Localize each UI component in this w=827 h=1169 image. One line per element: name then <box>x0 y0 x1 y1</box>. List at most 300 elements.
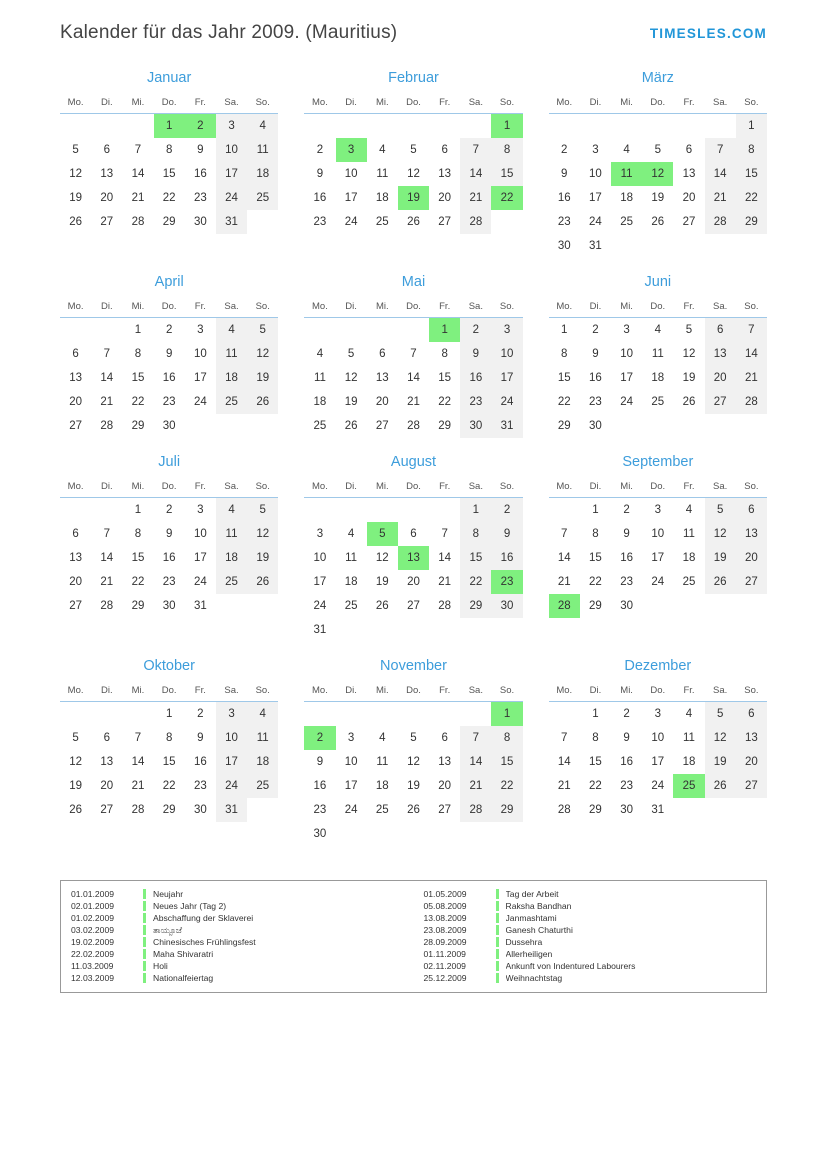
holiday-day-cell[interactable]: 19 <box>398 186 429 210</box>
day-cell[interactable]: 13 <box>375 372 389 384</box>
day-cell[interactable]: 24 <box>491 390 522 414</box>
day-cell[interactable]: 13 <box>100 168 114 180</box>
day-cell[interactable]: 24 <box>651 780 665 792</box>
day-cell[interactable]: 30 <box>620 804 634 816</box>
day-cell[interactable]: 6 <box>705 318 736 343</box>
day-cell[interactable]: 12 <box>247 342 278 366</box>
day-cell[interactable]: 8 <box>460 522 491 546</box>
day-cell[interactable]: 22 <box>162 192 176 204</box>
day-cell[interactable]: 21 <box>100 576 114 588</box>
day-cell[interactable]: 14 <box>736 342 767 366</box>
day-cell[interactable]: 13 <box>69 552 82 564</box>
day-cell[interactable]: 20 <box>407 576 420 588</box>
day-cell[interactable]: 20 <box>69 576 82 588</box>
day-cell[interactable]: 27 <box>682 216 696 228</box>
day-cell[interactable]: 22 <box>438 396 452 408</box>
day-cell[interactable]: 26 <box>407 216 420 228</box>
day-cell[interactable]: 20 <box>375 396 389 408</box>
day-cell[interactable]: 4 <box>379 732 386 744</box>
day-cell[interactable]: 7 <box>736 318 767 343</box>
day-cell[interactable]: 25 <box>216 570 247 594</box>
day-cell[interactable]: 18 <box>216 546 247 570</box>
day-cell[interactable]: 24 <box>193 396 207 408</box>
day-cell[interactable]: 21 <box>736 366 767 390</box>
day-cell[interactable]: 2 <box>316 144 324 156</box>
day-cell[interactable]: 12 <box>247 522 278 546</box>
day-cell[interactable]: 19 <box>375 576 389 588</box>
day-cell[interactable]: 3 <box>197 324 204 336</box>
day-cell[interactable]: 2 <box>592 324 599 336</box>
day-cell[interactable]: 28 <box>131 804 145 816</box>
day-cell[interactable]: 7 <box>134 144 142 156</box>
day-cell[interactable]: 29 <box>557 420 571 432</box>
day-cell[interactable]: 5 <box>247 318 278 343</box>
day-cell[interactable]: 27 <box>69 420 82 432</box>
day-cell[interactable]: 1 <box>561 324 568 336</box>
day-cell[interactable]: 18 <box>313 396 327 408</box>
day-cell[interactable]: 22 <box>557 396 571 408</box>
day-cell[interactable]: 23 <box>557 216 571 228</box>
day-cell[interactable]: 9 <box>316 168 324 180</box>
day-cell[interactable]: 14 <box>557 756 571 768</box>
day-cell[interactable]: 12 <box>407 168 420 180</box>
day-cell[interactable]: 15 <box>557 372 571 384</box>
day-cell[interactable]: 20 <box>438 192 452 204</box>
day-cell[interactable]: 21 <box>460 186 491 210</box>
day-cell[interactable]: 22 <box>162 780 176 792</box>
day-cell[interactable]: 4 <box>654 324 662 336</box>
day-cell[interactable]: 20 <box>100 780 114 792</box>
day-cell[interactable]: 12 <box>344 372 358 384</box>
day-cell[interactable]: 14 <box>460 162 491 186</box>
day-cell[interactable]: 5 <box>705 498 736 523</box>
day-cell[interactable]: 11 <box>247 726 278 750</box>
day-cell[interactable]: 4 <box>216 498 247 523</box>
day-cell[interactable]: 11 <box>376 168 389 180</box>
day-cell[interactable]: 19 <box>682 372 696 384</box>
day-cell[interactable]: 14 <box>557 552 571 564</box>
day-cell[interactable]: 26 <box>651 216 665 228</box>
day-cell[interactable]: 28 <box>460 798 491 822</box>
day-cell[interactable]: 19 <box>705 546 736 570</box>
day-cell[interactable]: 19 <box>69 192 82 204</box>
day-cell[interactable]: 25 <box>651 396 665 408</box>
day-cell[interactable]: 26 <box>705 774 736 798</box>
day-cell[interactable]: 22 <box>491 774 522 798</box>
day-cell[interactable]: 13 <box>736 726 767 750</box>
day-cell[interactable]: 21 <box>438 576 452 588</box>
day-cell[interactable]: 6 <box>103 144 110 156</box>
holiday-day-cell[interactable]: 11 <box>611 162 642 186</box>
day-cell[interactable]: 5 <box>705 702 736 727</box>
day-cell[interactable]: 23 <box>193 780 207 792</box>
holiday-day-cell[interactable]: 28 <box>549 594 580 618</box>
day-cell[interactable]: 13 <box>705 342 736 366</box>
day-cell[interactable]: 11 <box>216 342 247 366</box>
day-cell[interactable]: 7 <box>561 528 568 540</box>
day-cell[interactable]: 7 <box>103 528 110 540</box>
day-cell[interactable]: 30 <box>620 600 634 612</box>
day-cell[interactable]: 25 <box>247 186 278 210</box>
holiday-day-cell[interactable]: 25 <box>673 774 704 798</box>
day-cell[interactable]: 9 <box>165 528 173 540</box>
day-cell[interactable]: 10 <box>313 552 327 564</box>
day-cell[interactable]: 24 <box>344 804 358 816</box>
day-cell[interactable]: 9 <box>316 756 324 768</box>
day-cell[interactable]: 14 <box>407 372 420 384</box>
day-cell[interactable]: 11 <box>345 552 358 564</box>
day-cell[interactable]: 23 <box>620 780 634 792</box>
day-cell[interactable]: 9 <box>561 168 568 180</box>
day-cell[interactable]: 8 <box>134 348 142 360</box>
day-cell[interactable]: 6 <box>685 144 693 156</box>
day-cell[interactable]: 20 <box>682 192 696 204</box>
day-cell[interactable]: 23 <box>620 576 634 588</box>
day-cell[interactable]: 14 <box>131 168 145 180</box>
day-cell[interactable]: 8 <box>165 732 173 744</box>
day-cell[interactable]: 1 <box>165 708 173 720</box>
day-cell[interactable]: 6 <box>441 144 448 156</box>
day-cell[interactable]: 19 <box>344 396 358 408</box>
day-cell[interactable]: 3 <box>216 702 247 727</box>
day-cell[interactable]: 29 <box>589 804 602 816</box>
day-cell[interactable]: 6 <box>410 528 417 540</box>
day-cell[interactable]: 25 <box>344 600 358 612</box>
day-cell[interactable]: 29 <box>162 804 176 816</box>
day-cell[interactable]: 18 <box>375 192 389 204</box>
day-cell[interactable]: 16 <box>193 168 207 180</box>
day-cell[interactable]: 30 <box>557 240 571 252</box>
day-cell[interactable]: 15 <box>131 372 145 384</box>
day-cell[interactable]: 31 <box>491 414 522 438</box>
day-cell[interactable]: 26 <box>705 570 736 594</box>
day-cell[interactable]: 5 <box>685 324 693 336</box>
day-cell[interactable]: 24 <box>216 774 247 798</box>
day-cell[interactable]: 7 <box>460 138 491 162</box>
day-cell[interactable]: 6 <box>72 348 79 360</box>
day-cell[interactable]: 30 <box>313 828 327 840</box>
day-cell[interactable]: 12 <box>375 552 389 564</box>
day-cell[interactable]: 5 <box>247 498 278 523</box>
day-cell[interactable]: 12 <box>407 756 420 768</box>
day-cell[interactable]: 14 <box>438 552 452 564</box>
day-cell[interactable]: 20 <box>69 396 82 408</box>
day-cell[interactable]: 4 <box>347 528 355 540</box>
day-cell[interactable]: 4 <box>316 348 324 360</box>
day-cell[interactable]: 17 <box>589 192 602 204</box>
day-cell[interactable]: 20 <box>736 750 767 774</box>
day-cell[interactable]: 1 <box>592 504 599 516</box>
day-cell[interactable]: 7 <box>134 732 142 744</box>
day-cell[interactable]: 5 <box>410 144 417 156</box>
day-cell[interactable]: 13 <box>682 168 696 180</box>
day-cell[interactable]: 8 <box>491 726 522 750</box>
day-cell[interactable]: 13 <box>736 522 767 546</box>
day-cell[interactable]: 10 <box>344 756 358 768</box>
day-cell[interactable]: 20 <box>736 546 767 570</box>
day-cell[interactable]: 17 <box>651 552 665 564</box>
holiday-day-cell[interactable]: 5 <box>367 522 398 546</box>
holiday-day-cell[interactable]: 2 <box>185 114 216 139</box>
day-cell[interactable]: 31 <box>193 600 207 612</box>
day-cell[interactable]: 28 <box>100 600 114 612</box>
day-cell[interactable]: 27 <box>736 774 767 798</box>
day-cell[interactable]: 2 <box>460 318 491 343</box>
day-cell[interactable]: 16 <box>162 372 176 384</box>
day-cell[interactable]: 5 <box>72 732 79 744</box>
day-cell[interactable]: 8 <box>165 144 173 156</box>
day-cell[interactable]: 16 <box>620 552 634 564</box>
day-cell[interactable]: 30 <box>491 594 522 618</box>
day-cell[interactable]: 8 <box>441 348 448 360</box>
day-cell[interactable]: 14 <box>460 750 491 774</box>
day-cell[interactable]: 25 <box>313 420 327 432</box>
day-cell[interactable]: 28 <box>100 420 114 432</box>
day-cell[interactable]: 27 <box>100 804 114 816</box>
day-cell[interactable]: 4 <box>685 708 693 720</box>
day-cell[interactable]: 10 <box>216 138 247 162</box>
day-cell[interactable]: 14 <box>131 756 145 768</box>
day-cell[interactable]: 31 <box>216 210 247 234</box>
day-cell[interactable]: 4 <box>247 114 278 139</box>
day-cell[interactable]: 28 <box>736 390 767 414</box>
day-cell[interactable]: 18 <box>651 372 665 384</box>
day-cell[interactable]: 22 <box>736 186 767 210</box>
day-cell[interactable]: 15 <box>736 162 767 186</box>
day-cell[interactable]: 13 <box>69 372 82 384</box>
day-cell[interactable]: 10 <box>651 732 665 744</box>
day-cell[interactable]: 26 <box>407 804 420 816</box>
day-cell[interactable]: 13 <box>100 756 114 768</box>
day-cell[interactable]: 7 <box>561 732 568 744</box>
day-cell[interactable]: 23 <box>162 576 176 588</box>
day-cell[interactable]: 29 <box>460 594 491 618</box>
day-cell[interactable]: 25 <box>375 804 389 816</box>
day-cell[interactable]: 2 <box>197 708 204 720</box>
day-cell[interactable]: 26 <box>247 390 278 414</box>
day-cell[interactable]: 29 <box>438 420 452 432</box>
day-cell[interactable]: 4 <box>247 702 278 727</box>
day-cell[interactable]: 25 <box>216 390 247 414</box>
day-cell[interactable]: 11 <box>683 528 695 540</box>
day-cell[interactable]: 21 <box>557 576 571 588</box>
day-cell[interactable]: 18 <box>247 750 278 774</box>
day-cell[interactable]: 13 <box>438 756 452 768</box>
day-cell[interactable]: 24 <box>589 216 602 228</box>
day-cell[interactable]: 17 <box>193 372 207 384</box>
day-cell[interactable]: 26 <box>682 396 696 408</box>
day-cell[interactable]: 29 <box>589 600 602 612</box>
day-cell[interactable]: 8 <box>134 528 142 540</box>
day-cell[interactable]: 21 <box>407 396 420 408</box>
day-cell[interactable]: 16 <box>557 192 571 204</box>
day-cell[interactable]: 9 <box>197 732 204 744</box>
day-cell[interactable]: 21 <box>100 396 114 408</box>
day-cell[interactable]: 4 <box>216 318 247 343</box>
day-cell[interactable]: 20 <box>100 192 114 204</box>
day-cell[interactable]: 11 <box>651 348 664 360</box>
day-cell[interactable]: 2 <box>561 144 568 156</box>
day-cell[interactable]: 22 <box>131 396 145 408</box>
day-cell[interactable]: 8 <box>592 732 599 744</box>
day-cell[interactable]: 6 <box>736 498 767 523</box>
day-cell[interactable]: 17 <box>216 750 247 774</box>
day-cell[interactable]: 9 <box>623 732 630 744</box>
day-cell[interactable]: 3 <box>216 114 247 139</box>
day-cell[interactable]: 24 <box>651 576 665 588</box>
day-cell[interactable]: 9 <box>623 528 630 540</box>
day-cell[interactable]: 7 <box>460 726 491 750</box>
day-cell[interactable]: 19 <box>69 780 82 792</box>
day-cell[interactable]: 3 <box>347 732 355 744</box>
day-cell[interactable]: 1 <box>592 708 599 720</box>
day-cell[interactable]: 19 <box>247 366 278 390</box>
day-cell[interactable]: 16 <box>162 552 176 564</box>
day-cell[interactable]: 30 <box>162 600 176 612</box>
day-cell[interactable]: 23 <box>589 396 602 408</box>
day-cell[interactable]: 29 <box>131 600 145 612</box>
day-cell[interactable]: 29 <box>131 420 145 432</box>
day-cell[interactable]: 28 <box>705 210 736 234</box>
day-cell[interactable]: 23 <box>313 804 327 816</box>
day-cell[interactable]: 2 <box>623 708 630 720</box>
day-cell[interactable]: 8 <box>491 138 522 162</box>
day-cell[interactable]: 30 <box>193 216 207 228</box>
day-cell[interactable]: 22 <box>589 780 602 792</box>
day-cell[interactable]: 18 <box>247 162 278 186</box>
day-cell[interactable]: 10 <box>620 348 634 360</box>
day-cell[interactable]: 23 <box>313 216 327 228</box>
day-cell[interactable]: 6 <box>379 348 386 360</box>
day-cell[interactable]: 24 <box>344 216 358 228</box>
day-cell[interactable]: 18 <box>682 756 696 768</box>
day-cell[interactable]: 15 <box>438 372 452 384</box>
day-cell[interactable]: 14 <box>100 552 114 564</box>
day-cell[interactable]: 15 <box>589 552 602 564</box>
day-cell[interactable]: 17 <box>344 192 358 204</box>
day-cell[interactable]: 14 <box>705 162 736 186</box>
day-cell[interactable]: 15 <box>162 168 176 180</box>
day-cell[interactable]: 1 <box>736 114 767 139</box>
day-cell[interactable]: 5 <box>410 732 417 744</box>
day-cell[interactable]: 15 <box>491 162 522 186</box>
day-cell[interactable]: 21 <box>705 186 736 210</box>
day-cell[interactable]: 29 <box>736 210 767 234</box>
day-cell[interactable]: 15 <box>460 546 491 570</box>
holiday-day-cell[interactable]: 3 <box>336 138 367 162</box>
day-cell[interactable]: 27 <box>100 216 114 228</box>
day-cell[interactable]: 28 <box>131 216 145 228</box>
day-cell[interactable]: 12 <box>705 522 736 546</box>
day-cell[interactable]: 6 <box>72 528 79 540</box>
day-cell[interactable]: 21 <box>131 192 145 204</box>
day-cell[interactable]: 10 <box>491 342 522 366</box>
day-cell[interactable]: 3 <box>197 504 204 516</box>
day-cell[interactable]: 24 <box>620 396 634 408</box>
day-cell[interactable]: 11 <box>247 138 278 162</box>
day-cell[interactable]: 26 <box>69 216 82 228</box>
holiday-day-cell[interactable]: 1 <box>154 114 185 139</box>
day-cell[interactable]: 7 <box>441 528 448 540</box>
day-cell[interactable]: 3 <box>623 324 630 336</box>
day-cell[interactable]: 21 <box>557 780 571 792</box>
day-cell[interactable]: 5 <box>72 144 79 156</box>
day-cell[interactable]: 6 <box>736 702 767 727</box>
day-cell[interactable]: 8 <box>561 348 568 360</box>
day-cell[interactable]: 18 <box>620 192 634 204</box>
day-cell[interactable]: 22 <box>460 570 491 594</box>
holiday-day-cell[interactable]: 22 <box>491 186 522 210</box>
day-cell[interactable]: 27 <box>705 390 736 414</box>
day-cell[interactable]: 16 <box>620 756 634 768</box>
day-cell[interactable]: 16 <box>193 756 207 768</box>
day-cell[interactable]: 22 <box>131 576 145 588</box>
day-cell[interactable]: 27 <box>438 216 452 228</box>
holiday-day-cell[interactable]: 13 <box>398 546 429 570</box>
day-cell[interactable]: 31 <box>313 624 327 636</box>
day-cell[interactable]: 6 <box>441 732 448 744</box>
day-cell[interactable]: 28 <box>557 804 571 816</box>
day-cell[interactable]: 17 <box>344 780 358 792</box>
day-cell[interactable]: 9 <box>592 348 599 360</box>
day-cell[interactable]: 17 <box>620 372 634 384</box>
day-cell[interactable]: 19 <box>651 192 665 204</box>
day-cell[interactable]: 27 <box>375 420 389 432</box>
day-cell[interactable]: 10 <box>193 348 207 360</box>
day-cell[interactable]: 11 <box>313 372 326 384</box>
day-cell[interactable]: 24 <box>313 600 327 612</box>
day-cell[interactable]: 30 <box>193 804 207 816</box>
day-cell[interactable]: 15 <box>162 756 176 768</box>
day-cell[interactable]: 7 <box>410 348 417 360</box>
day-cell[interactable]: 18 <box>344 576 358 588</box>
day-cell[interactable]: 23 <box>162 396 176 408</box>
day-cell[interactable]: 15 <box>491 750 522 774</box>
day-cell[interactable]: 27 <box>69 600 82 612</box>
day-cell[interactable]: 30 <box>162 420 176 432</box>
day-cell[interactable]: 17 <box>193 552 207 564</box>
day-cell[interactable]: 11 <box>216 522 247 546</box>
day-cell[interactable]: 25 <box>247 774 278 798</box>
day-cell[interactable]: 11 <box>683 732 695 744</box>
day-cell[interactable]: 23 <box>460 390 491 414</box>
day-cell[interactable]: 20 <box>438 780 452 792</box>
day-cell[interactable]: 17 <box>491 366 522 390</box>
day-cell[interactable]: 15 <box>131 552 145 564</box>
day-cell[interactable]: 23 <box>193 192 207 204</box>
day-cell[interactable]: 2 <box>165 504 173 516</box>
day-cell[interactable]: 26 <box>69 804 82 816</box>
day-cell[interactable]: 27 <box>438 804 452 816</box>
day-cell[interactable]: 17 <box>216 162 247 186</box>
day-cell[interactable]: 27 <box>736 570 767 594</box>
day-cell[interactable]: 31 <box>589 240 602 252</box>
day-cell[interactable]: 9 <box>491 522 522 546</box>
day-cell[interactable]: 4 <box>685 504 693 516</box>
day-cell[interactable]: 3 <box>491 318 522 343</box>
day-cell[interactable]: 16 <box>460 366 491 390</box>
holiday-day-cell[interactable]: 1 <box>429 318 460 343</box>
day-cell[interactable]: 29 <box>162 216 176 228</box>
day-cell[interactable]: 5 <box>654 144 662 156</box>
holiday-day-cell[interactable]: 2 <box>304 726 335 750</box>
day-cell[interactable]: 2 <box>165 324 173 336</box>
day-cell[interactable]: 14 <box>100 372 114 384</box>
day-cell[interactable]: 3 <box>654 708 662 720</box>
day-cell[interactable]: 1 <box>460 498 491 523</box>
day-cell[interactable]: 10 <box>193 528 207 540</box>
day-cell[interactable]: 21 <box>131 780 145 792</box>
